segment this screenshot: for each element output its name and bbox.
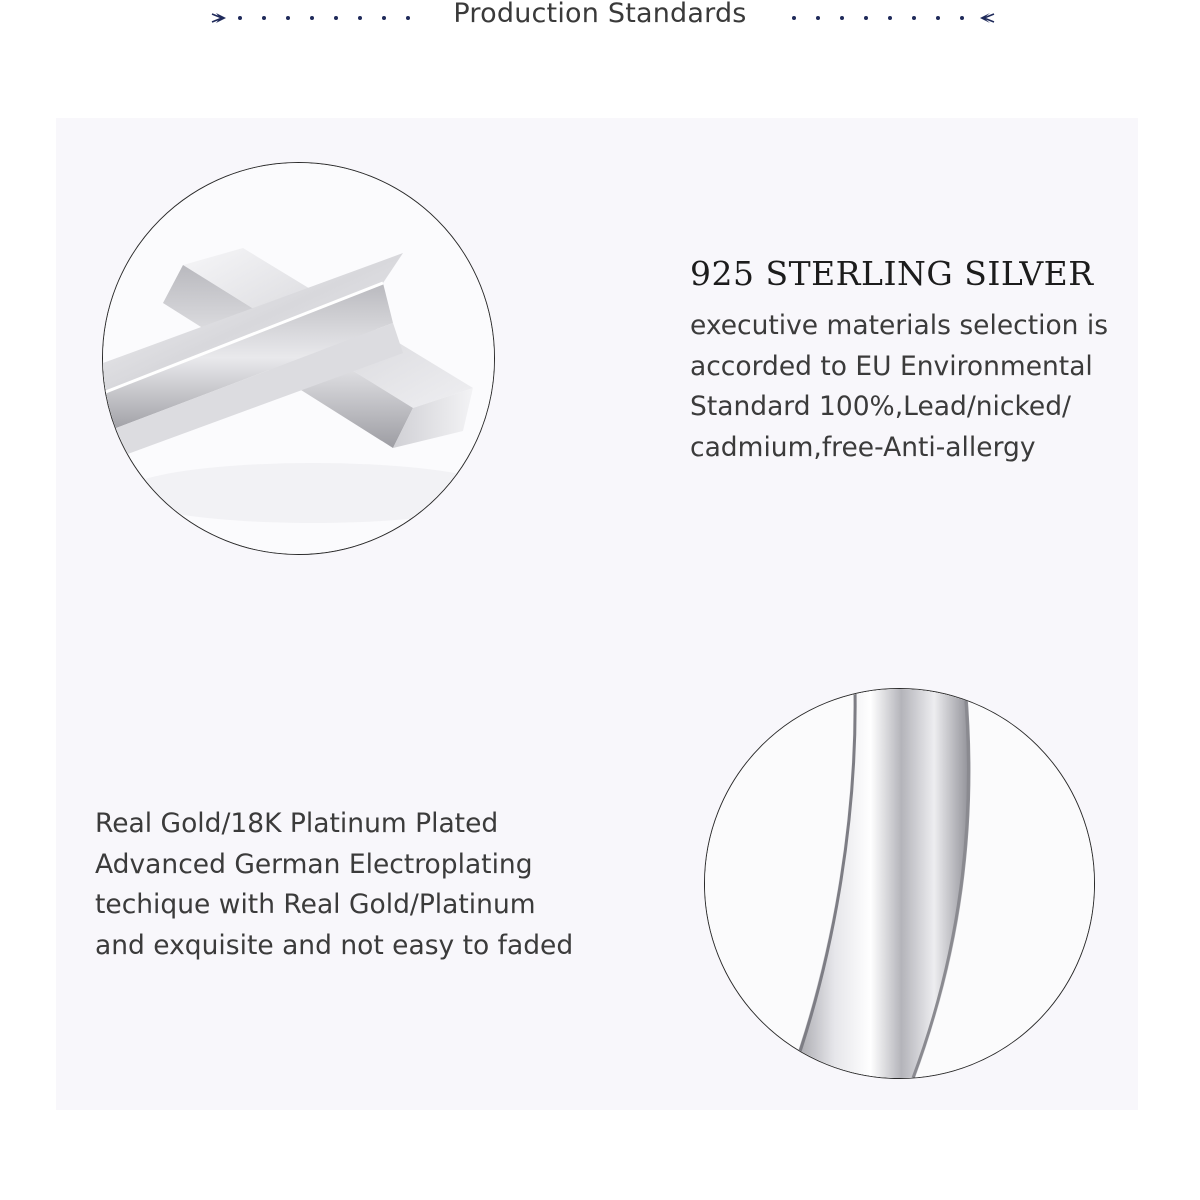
plating-description: [95, 804, 573, 966]
plating-line: and exquisite and not easy to faded: [95, 929, 574, 961]
page-title: Production Standards: [453, 0, 747, 29]
silver-title: 925 STERLING SILVER: [690, 254, 1094, 293]
section-header: [0, 0, 1200, 36]
left-divider-ornament: [206, 6, 426, 30]
silver-line: accorded to EU Environmental: [690, 350, 1093, 382]
right-divider-ornament: [780, 6, 1000, 30]
plating-line: Real Gold/18K Platinum Plated: [95, 808, 499, 839]
plating-line: techique with Real Gold/Platinum: [95, 889, 536, 920]
silver-line: cadmium,free-Anti-allergy: [690, 431, 1036, 463]
plating-line: Advanced German Electroplating: [95, 848, 533, 880]
silver-description: [690, 306, 1108, 468]
silver-line: Standard 100%,Lead/nicked/: [690, 391, 1071, 422]
silver-bars-image: [102, 162, 495, 555]
silver-line: executive materials selection is: [690, 310, 1109, 341]
plated-band-image: [704, 688, 1095, 1079]
